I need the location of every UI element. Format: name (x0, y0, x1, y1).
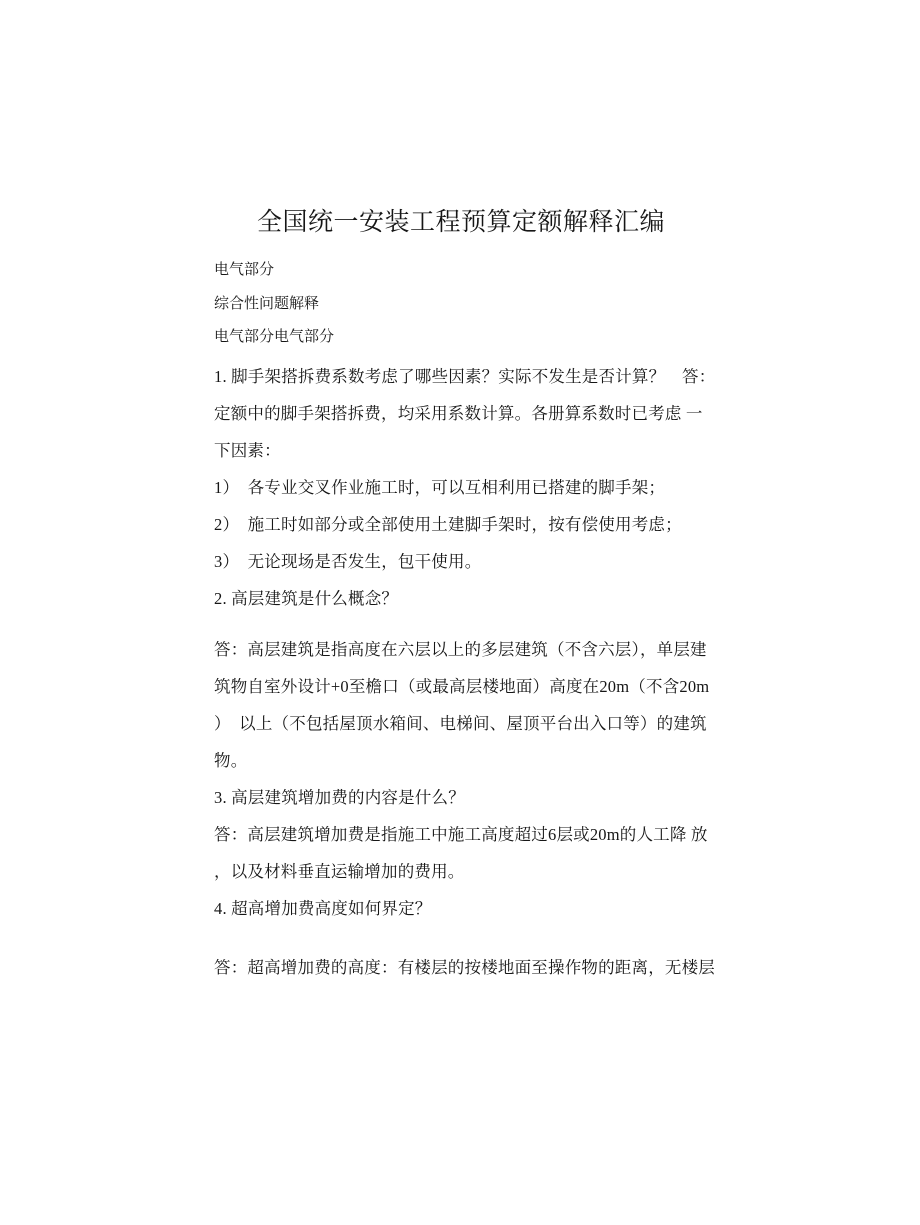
body-line-answer-4: 答：超高增加费的高度：有楼层的按楼地面至操作物的距离，无楼层 (214, 957, 715, 977)
body-line: 定额中的脚手架搭拆费，均采用系数计算。各册算系数时已考虑 一 (214, 403, 703, 423)
subheader-topic: 综合性问题解释 (214, 295, 320, 312)
document-body (214, 358, 716, 986)
body-line: ） 以上（不包括屋顶水箱间、电梯间、屋顶平台出入口等）的建筑 (214, 713, 707, 733)
body-line-answer-3: 答：高层建筑增加费是指施工中施工高度超过6层或20m的人工降 放 (214, 824, 708, 844)
document-content (214, 206, 716, 986)
body-line-question-4: 4. 超高增加费高度如何界定？ (214, 898, 432, 918)
body-line: ，以及材料垂直运输增加的费用。 (214, 861, 465, 881)
subheader-section-repeat: 电气部分电气部分 (214, 329, 335, 345)
list-item-2: 2） 施工时如部分或全部使用土建脚手架时，按有偿使用考虑； (214, 514, 682, 534)
document-title: 全国统一安装工程预算定额解释汇编 (256, 209, 665, 236)
list-item-1: 1） 各专业交叉作业施工时，可以互相利用已搭建的脚手架； (214, 477, 666, 497)
document-subheaders (214, 254, 708, 355)
body-line-question-1: 1. 脚手架搭拆费系数考虑了哪些因素？实际不发生是否计算？ 答： (214, 366, 716, 386)
body-line: 筑物自室外设计+0至檐口（或最高层楼地面）高度在20m（不含20m (214, 676, 710, 696)
body-line-question-3: 3. 高层建筑增加费的内容是什么？ (214, 787, 465, 807)
body-line-answer-2: 答：高层建筑是指高度在六层以上的多层建筑（不含六层），单层建 (214, 639, 707, 659)
subheader-section: 电气部分 (214, 262, 275, 278)
body-line: 下因素： (214, 440, 281, 460)
body-line: 物。 (214, 750, 248, 770)
body-line-question-2: 2. 高层建筑是什么概念？ (214, 588, 399, 608)
list-item-3: 3） 无论现场是否发生，包干使用。 (214, 551, 482, 571)
